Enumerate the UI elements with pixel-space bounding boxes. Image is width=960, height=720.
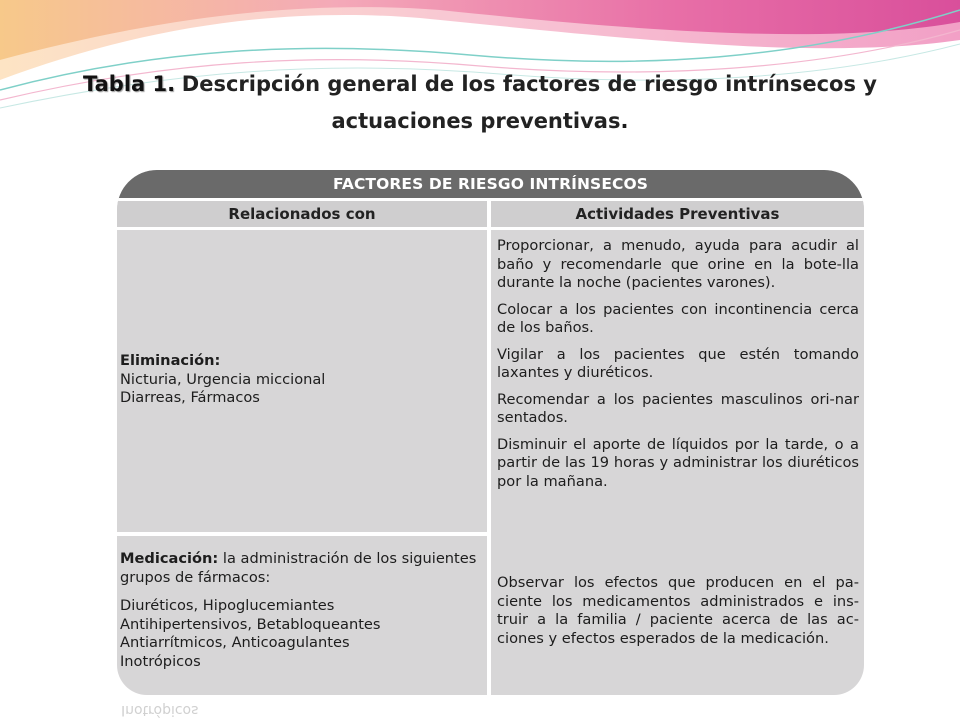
- page-title: [40, 66, 920, 140]
- elimination-heading: Eliminación:: [120, 352, 221, 369]
- medication-line: Diuréticos, Hipoglucemiantes: [120, 597, 335, 614]
- elimination-line: Diarreas, Fármacos: [120, 389, 260, 406]
- table-reflection: Inotrópicos: [121, 702, 199, 718]
- medication-heading: Medicación:: [120, 550, 219, 567]
- column-header-related: Relacionados con: [117, 201, 487, 227]
- title-text: Descripción general de los factores de riesgo intrínsecos y actuaciones preventivas: [181, 72, 877, 133]
- column-header-preventive: Actividades Preventivas: [491, 201, 864, 227]
- medication-intro: [120, 550, 482, 587]
- risk-factors-table: [117, 170, 864, 695]
- activity-item: Colocar a los pacientes con incontinencia cerca de los baños.: [497, 300, 859, 336]
- elimination-cell: [120, 352, 482, 408]
- activity-item: Disminuir el aporte de líquidos por la tarde, o a partir de las 19 horas y administrar los diuréticos por la mañana.: [497, 435, 859, 490]
- medication-line: Antihipertensivos, Betabloqueantes: [120, 615, 381, 633]
- column-divider: [487, 198, 491, 695]
- elimination-activities: [497, 237, 859, 499]
- table-header: FACTORES DE RIESGO INTRÍNSECOS: [117, 170, 864, 198]
- activity-item: Recomendar a los pacientes masculinos ori-nar sentados.: [497, 390, 859, 426]
- table-label: Tabla 1.: [83, 72, 176, 96]
- activity-item: Observar los efectos que producen en el pa-ciente los medicamentos administrados e ins-truir a la familia / paciente acerca de las ac-ciones y efectos esperados de la medicación.: [497, 574, 859, 647]
- elimination-line: Nicturia, Urgencia miccional: [120, 370, 326, 388]
- activity-item: Proporcionar, a menudo, ayuda para acudir al baño y recomendarle que orine en la bote-lla durante la noche (pacientes varones).: [497, 237, 859, 291]
- medication-cell: [120, 550, 482, 671]
- medication-line: Antiarrítmicos, Anticoagulantes: [120, 634, 350, 651]
- medication-intro-text: la administración de los siguientes grupos de fármacos:: [120, 550, 477, 586]
- medication-line: Inotrópicos: [120, 652, 201, 670]
- activity-item: Vigilar a los pacientes que estén tomando laxantes y diuréticos.: [497, 345, 859, 381]
- medication-activities: [497, 574, 859, 656]
- row-divider: [117, 532, 487, 536]
- title-period: .: [620, 109, 629, 133]
